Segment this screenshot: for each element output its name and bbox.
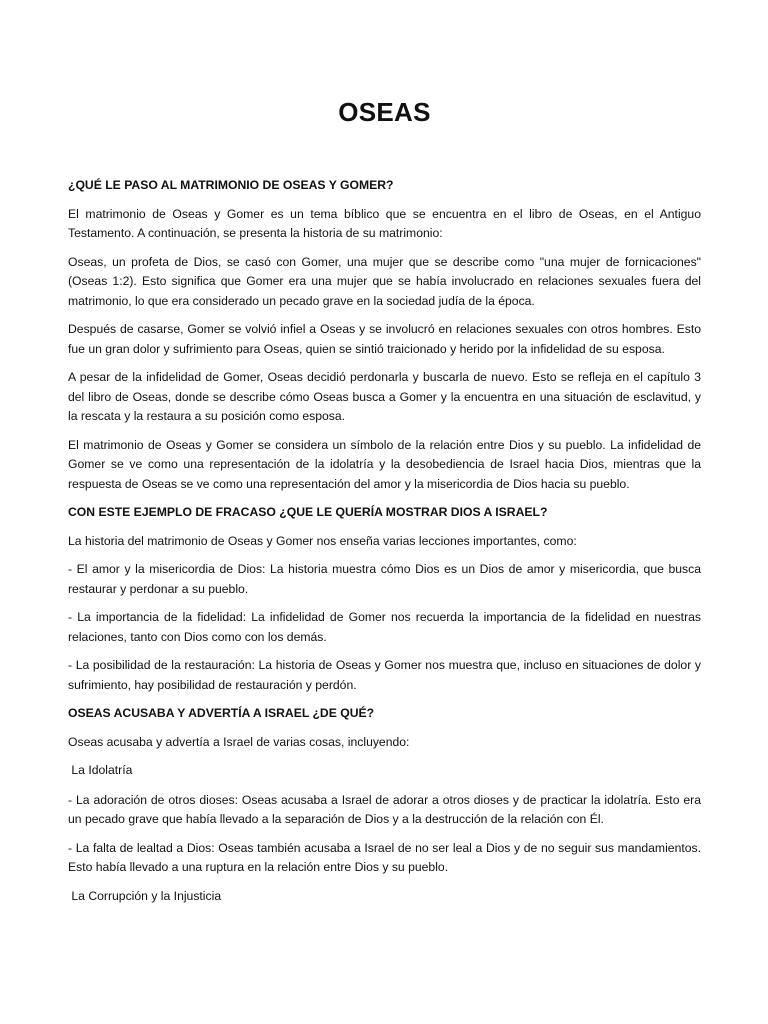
paragraph: Oseas acusaba y advertía a Israel de varias cosas, incluyendo: (68, 734, 410, 749)
paragraph: A pesar de la infidelidad de Gomer, Oseas decidió perdonarla y buscarla de nuevo. Esto se refleja en el capítulo 3 del libro de Oseas, donde se describe cómo Oseas busca a Gomer y la encuentra en una situación de esclavitud, y la rescata y la restaura a su posición como esposa. (68, 370, 701, 423)
document-title: OSEAS (338, 97, 431, 127)
subheading: La Idolatría (68, 763, 133, 777)
list-item: - El amor y la misericordia de Dios: La historia muestra cómo Dios es un Dios de amor y misericordia, que busca restaurar y perdonar a su pueblo. (68, 562, 701, 596)
section-heading: ¿QUÉ LE PASO AL MATRIMONIO DE OSEAS Y GOMER? (68, 178, 394, 192)
subheading: La Corrupción y la Injusticia (68, 888, 222, 903)
section-acusaciones (68, 704, 701, 906)
paragraph: El matrimonio de Oseas y Gomer es un tema bíblico que se encuentra en el libro de Oseas, en el Antiguo Testamento. A continuación, se presenta la historia de su matrimonio: (68, 206, 701, 240)
list-item: - La posibilidad de la restauración: La historia de Oseas y Gomer nos muestra que, incluso en situaciones de dolor y sufrimiento, hay posibilidad de restauración y perdón. (68, 658, 701, 692)
list-item: - La falta de lealtad a Dios: Oseas también acusaba a Israel de no ser leal a Dios y de no seguir sus mandamientos. Esto había llevado a una ruptura en la relación entre Dios y su pueblo. (68, 840, 701, 874)
paragraph: La historia del matrimonio de Oseas y Gomer nos enseña varias lecciones importantes, como: (68, 533, 577, 548)
section-matrimonio (68, 176, 701, 494)
paragraph: Oseas, un profeta de Dios, se casó con Gomer, una mujer que se describe como "una mujer de fornicaciones" (Oseas 1:2). Esto significa que Gomer era una mujer que se había involucrado en relaciones sexuales fuera del matrimonio, lo que era considerado un pecado grave en la sociedad judía de la época. (68, 254, 701, 308)
paragraph: El matrimonio de Oseas y Gomer se considera un símbolo de la relación entre Dios y su pueblo. La infidelidad de Gomer se ve como una representación de la idolatría y la desobediencia de Israel hacia Dios, mientras que la respuesta de Oseas se ve como una representación del amor y la misericordia de Dios hacia su pueblo. (68, 437, 701, 491)
paragraph: Después de casarse, Gomer se volvió infiel a Oseas y se involucró en relaciones sexuales con otros hombres. Esto fue un gran dolor y sufrimiento para Oseas, quien se sintió traicionado y herido por la infidelidad de su esposa. (68, 322, 701, 356)
section-heading: CON ESTE EJEMPLO DE FRACASO ¿QUE LE QUERÍA MOSTRAR DIOS A ISRAEL? (68, 505, 548, 519)
section-heading: OSEAS ACUSABA Y ADVERTÍA A ISRAEL ¿DE QUÉ? (68, 706, 375, 720)
section-lecciones (68, 503, 701, 695)
list-item: - La importancia de la fidelidad: La infidelidad de Gomer nos recuerda la importancia de la fidelidad en nuestras relaciones, tanto con Dios como con los demás. (68, 610, 701, 644)
list-item: - La adoración de otros dioses: Oseas acusaba a Israel de adorar a otros dioses y de practicar la idolatría. Esto era un pecado grave que había llevado a la separación de Dios y a la destrucción de la relación con Él. (68, 792, 701, 826)
